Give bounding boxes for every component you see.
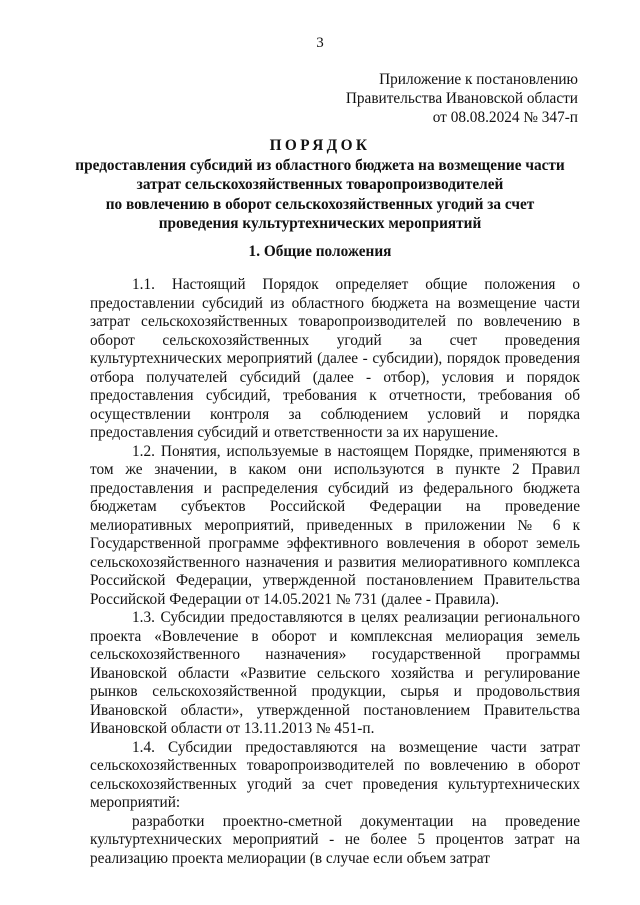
subtitle-line-1: предоставления субсидий из областного бюджета на возмещение части: [75, 157, 565, 174]
paragraph-1-3: 1.3. Субсидии предоставляются в целях реализации регионального проекта «Вовлечение в оборот и комплексная мелиорация земель сельскохозяйственного назначения» государственной программы Ивановской области «Развитие сельского хозяйства и регулирование рынков сельскохозяйственной продукции, сырья и продовольствия Ивановской области», утвержденной постановлением Правительства Ивановской области от 13.11.2013 № 451-п.: [90, 609, 580, 737]
paragraph-1-1: 1.1. Настоящий Порядок определяет общие положения о предоставлении субсидий из областного бюджета на возмещение части затрат сельскохозяйственных товаропроизводителей по вовлечению в оборот сельскохозяйственных угодий за счет проведения культуртехнических мероприятий (далее - субсидии), порядок проведения отбора получателей субсидий (далее - отбор), условия и порядок предоставления субсидий, требования к отчетности, требования об осуществлении контроля за соблюдением условий и порядка предоставления субсидий и ответственности за их нарушение.: [90, 276, 580, 441]
approval-line-1: Приложение к постановлению: [379, 71, 578, 88]
paragraph-1-2: 1.2. Понятия, используемые в настоящем Порядке, применяются в том же значении, в каком они используются в пункте 2 Правил предоставления и распределения субсидий из федерального бюджета бюджетам субъектов Российской Федерации на проведение мелиоративных мероприятий, приведенных в приложении № 6 к Государственной программе эффективного вовлечения в оборот земель сельскохозяйственного назначения и развития мелиоративного комплекса Российской Федерации, утвержденной постановлением Правительства Российской Федерации от 14.05.2021 № 731 (далее - Правила).: [90, 442, 580, 608]
paragraph-1-4: 1.4. Субсидии предоставляются на возмещение части затрат сельскохозяйственных товаропроизводителей по вовлечению в оборот сельскохозяйственных угодий за счет проведения культуртехнических мероприятий:: [90, 738, 580, 811]
subtitle-line-2: затрат сельскохозяйственных товаропроизводителей: [136, 176, 504, 194]
section-heading: 1. Общие положения: [248, 243, 392, 260]
document-subtitle: [60, 156, 580, 233]
paragraph-1-4-item: разработки проектно-сметной документации на проведение культуртехнических мероприятий - не более 5 процентов затрат на реализацию проекта мелиорации (в случае если объем затрат: [90, 812, 580, 867]
approval-block: [346, 70, 578, 127]
approval-line-2: Правительства Ивановской области: [345, 90, 578, 107]
page-number: 3: [316, 35, 324, 51]
section-body: [90, 276, 580, 868]
document-title: ПОРЯДОК: [269, 137, 371, 154]
subtitle-line-3: по вовлечению в оборот сельскохозяйственных угодий за счет: [105, 195, 535, 213]
subtitle-line-4: проведения культуртехнических мероприятий: [158, 214, 482, 232]
approval-line-3: от 08.08.2024 № 347-п: [432, 109, 578, 126]
